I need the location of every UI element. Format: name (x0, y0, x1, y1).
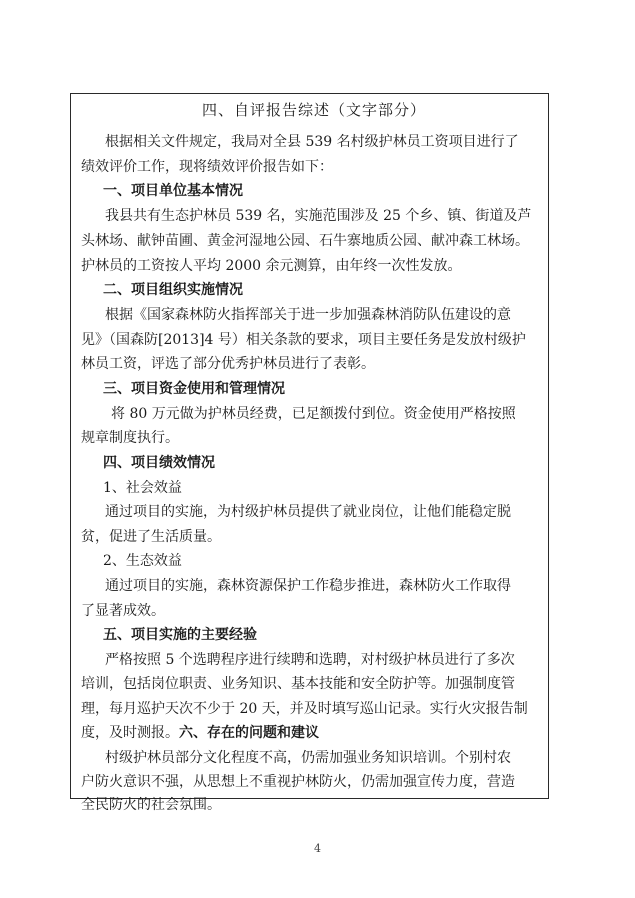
section-1-line-1: 我县共有生态护林员 539 名，实施范围涉及 25 个乡、镇、街道及芦 (105, 208, 532, 224)
section-4-sub-2-line-2: 了显著成效。 (81, 603, 165, 619)
section-4-sub-1-heading: 1、社会效益 (103, 480, 182, 496)
intro-line-1: 根据相关文件规定，我局对全县 539 名村级护林员工资项目进行了 (105, 134, 519, 150)
section-5-line-4 (81, 724, 319, 742)
section-4-sub-1-line-1: 通过项目的实施，为村级护林员提供了就业岗位，让他们能稳定脱 (105, 504, 511, 520)
intro-line-2: 绩效评价工作，现将绩效评价报告如下： (81, 159, 333, 175)
section-6-heading: 六、存在的问题和建议 (179, 725, 319, 741)
section-1-line-3: 护林员的工资按人平均 2000 余元测算，由年终一次性发放。 (81, 258, 462, 274)
section-1-heading: 一、项目单位基本情况 (103, 183, 243, 199)
section-4-sub-2-heading: 2、生态效益 (103, 553, 182, 569)
section-6-line-3: 全民防火的社会氛围。 (81, 797, 221, 813)
section-4-sub-2-line-1: 通过项目的实施，森林资源保护工作稳步推进，森林防火工作取得 (105, 578, 511, 594)
section-2-line-2: 见》（国森防[2013]4 号）相关条款的要求，项目主要任务是发放村级护 (81, 332, 526, 348)
section-3-heading: 三、项目资金使用和管理情况 (103, 381, 285, 397)
section-3-line-2: 规章制度执行。 (81, 430, 179, 446)
section-4-heading: 四、项目绩效情况 (103, 455, 215, 471)
section-5-line-2: 培训，包括岗位职责、业务知识、基本技能和安全防护等。加强制度管 (81, 676, 515, 692)
section-5-line-3: 理，每月巡护天次不少于 20 天，并及时填写巡山记录。实行火灾报告制 (81, 701, 528, 717)
section-2-heading: 二、项目组织实施情况 (103, 282, 243, 298)
section-5-heading: 五、项目实施的主要经验 (103, 627, 257, 643)
section-3-line-1: 将 80 万元做为护林员经费，已足额拨付到位。资金使用严格按照 (111, 406, 516, 422)
section-6-line-2: 户防火意识不强，从思想上不重视护林防火，仍需加强宣传力度，营造 (81, 774, 515, 790)
section-6-line-1: 村级护林员部分文化程度不高，仍需加强业务知识培训。个别村农 (105, 750, 511, 766)
section-2-line-3: 林员工资，评选了部分优秀护林员进行了表彰。 (81, 356, 375, 372)
section-5-line-4-text: 度，及时测报。 (81, 725, 179, 741)
section-5-line-1: 严格按照 5 个选聘程序进行续聘和选聘，对村级护林员进行了多次 (105, 652, 515, 668)
report-title: 四、自评报告综述（文字部分） (202, 101, 427, 119)
section-4-sub-1-line-2: 贫，促进了生活质量。 (81, 529, 221, 545)
section-1-line-2: 头林场、献钟苗圃、黄金河湿地公园、石牛寨地质公园、献冲森工林场。 (81, 233, 529, 249)
page-number: 4 (314, 842, 321, 855)
section-2-line-1: 根据《国家森林防火指挥部关于进一步加强森林消防队伍建设的意 (105, 307, 511, 323)
